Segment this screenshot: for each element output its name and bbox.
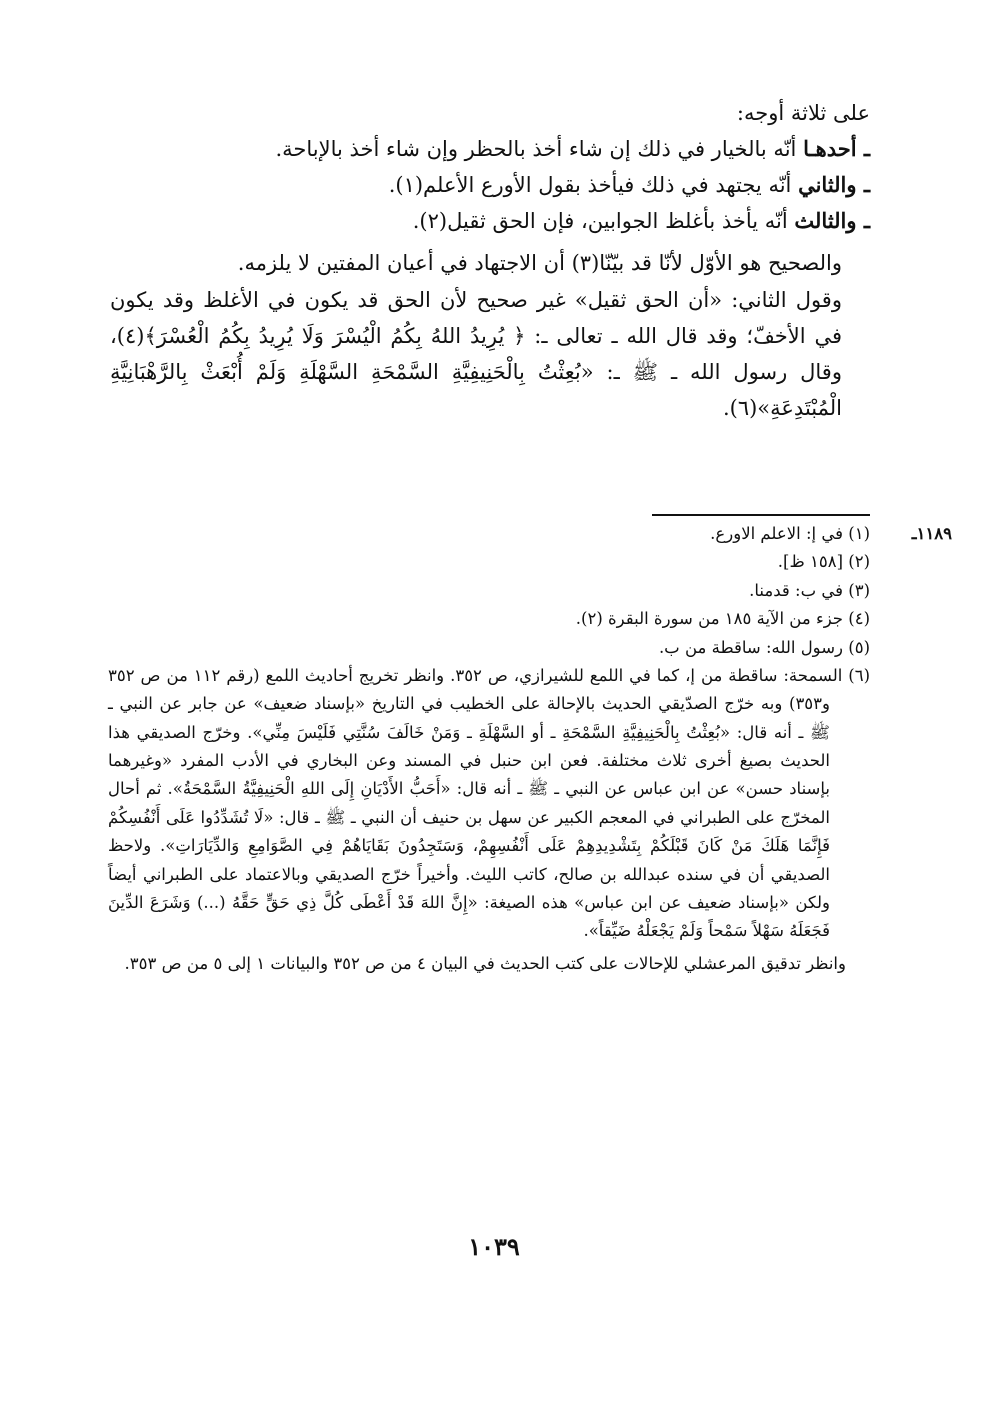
item-lead: ـ أحدهـا xyxy=(803,136,870,162)
footnote-reference-number: ١١٨٩ـ xyxy=(911,524,952,543)
item-text: أنّه يجتهد في ذلك فيأخذ بقول الأورع الأعلم(١). xyxy=(388,173,799,198)
footnote-text: في ب: قدمنا. xyxy=(749,580,849,600)
footnote-number: (٥) xyxy=(848,637,870,657)
item-lead: ـ والثاني xyxy=(798,172,870,198)
footnote xyxy=(108,520,952,548)
intro-line: على ثلاثة أوجه: xyxy=(736,101,870,125)
footnote xyxy=(108,634,870,662)
footnote-separator xyxy=(652,514,870,516)
footnote-number: (٣) xyxy=(848,580,870,600)
footnote xyxy=(108,662,870,946)
footnote-number: (٢) xyxy=(848,552,870,572)
list-item xyxy=(110,203,870,239)
footnote-number: (٦) xyxy=(848,665,870,685)
list-item xyxy=(110,167,870,203)
footnote-number: (٤) xyxy=(848,609,870,629)
footnote-text: جزء من الآية ١٨٥ من سورة البقرة (٢). xyxy=(575,609,849,629)
paragraph: والصحيح هو الأوّل لأنّا قد بيّنّا(٣) أن الاجتهاد في أعيان المفتين لا يلزمه. xyxy=(237,251,842,276)
footnote xyxy=(108,577,870,605)
footnote-number: (١) xyxy=(848,524,870,543)
item-text: أنّه بالخيار في ذلك إن شاء أخذ بالحظر وإن شاء أخذ بالإباحة. xyxy=(275,137,804,162)
item-text: أنّه يأخذ بأغلظ الجوابين، فإن الحق ثقيل(٢). xyxy=(412,209,795,234)
footnotes-section xyxy=(108,520,952,978)
footnote-continuation: وانظر تدقيق المرعشلي للإحالات على كتب الحديث في البيان ٤ من ص ٣٥٢ والبيانات ١ إلى ٥ من ص ٣٥٣. xyxy=(124,953,846,973)
paragraph: وقول الثاني: «أن الحق ثقيل» غير صحيح لأن الحق قد يكون في الأغلظ وقد يكون في الأخفّ؛ وقد قال الله ـ تعالى ـ: ﴿ يُرِيدُ اللهُ بِكُمُ الْيُسْرَ وَلَا يُرِيدُ بِكُمُ الْعُسْرَ﴾(٤)، وقال رسول الله ـ ﷺ ـ: «بُعِثْتُ بِالْحَنِيفِيَّةِ السَّمْحَةِ السَّهْلَةِ وَلَمْ أُبْعَثْ بِالرَّهْبَانِيَّةِ الْمُبْتَدِعَةِ»(٦). xyxy=(110,287,842,420)
footnote-text: في إ: الاعلم الاورع. xyxy=(710,524,849,543)
page-number: ١٠٣٩ xyxy=(468,1232,520,1261)
footnote-text: [١٥٨ ظ]. xyxy=(777,552,849,572)
item-lead: ـ والثالث xyxy=(794,208,870,234)
footnote xyxy=(108,548,870,576)
footnote xyxy=(108,605,870,633)
footnote-text: السمحة: ساقطة من إ، كما في اللمع للشيرازي، ص ٣٥٢. وانظر تخريج أحاديث اللمع (رقم ١١٢ من ص ٣٥٢ و٣٥٣) وبه خرّج الصدّيقي الحديث بالإحالة على الخطيب في التاريخ «بإسناد ضعيف» عن جابر عن النبي ـ ﷺ ـ أنه قال: «بُعِثْتُ بِالْحَنِيفِيَّةِ السَّمْحَةِ ـ أو السَّهْلَةِ ـ وَمَنْ خَالَفَ سُنَّتِي فَلَيْسَ مِنِّي». وخرّج الصديقي هذا الحديث بصيغ أخرى ثلاث مختلفة. فعن ابن حنبل في المسند وعن البخاري في الأدب المفرد «وغيرهما بإسناد حسن» عن ابن عباس عن النبي ـ ﷺ ـ أنه قال: «أَحَبُّ الأَدْيَانِ إِلَى اللهِ الْحَنِيفِيَّةُ السَّمْحَةُ». ثم أحال المخرّج على الطبراني في المعجم الكبير عن سهل بن حنيف أن النبي ـ ﷺ ـ قال: «لَا تُشَدِّدُوا عَلَى أَنْفُسِكُمْ فَإِنَّمَا هَلَكَ مَنْ كَانَ قَبْلَكُمْ بِتَشْدِيدِهِمْ عَلَى أَنْفُسِهِمْ، وَسَتَجِدُونَ بَقَايَاهُمْ فِي الصَّوَامِعِ وَالدِّيَارَاتِ». ولاحظ الصديقي أن في سنده عبدالله بن صالح، كاتب الليث. وأخيراً خرّج الصديقي وبالاعتماد على الطبراني أيضاً ولكن «بإسناد ضعيف عن ابن عباس» هذه الصيغة: «إِنَّ اللهَ قَدْ أَعْطَى كُلَّ ذِي حَقٍّ حَقَّهُ (...) وَشَرَعَ الدِّينَ فَجَعَلَهُ سَهْلاً سَمْحاً وَلَمْ يَجْعَلْهُ ضَيِّقاً». xyxy=(108,665,849,941)
list-item xyxy=(110,131,870,167)
main-body-text xyxy=(110,95,870,426)
footnote-text: رسول الله: ساقطة من ب. xyxy=(658,637,849,657)
